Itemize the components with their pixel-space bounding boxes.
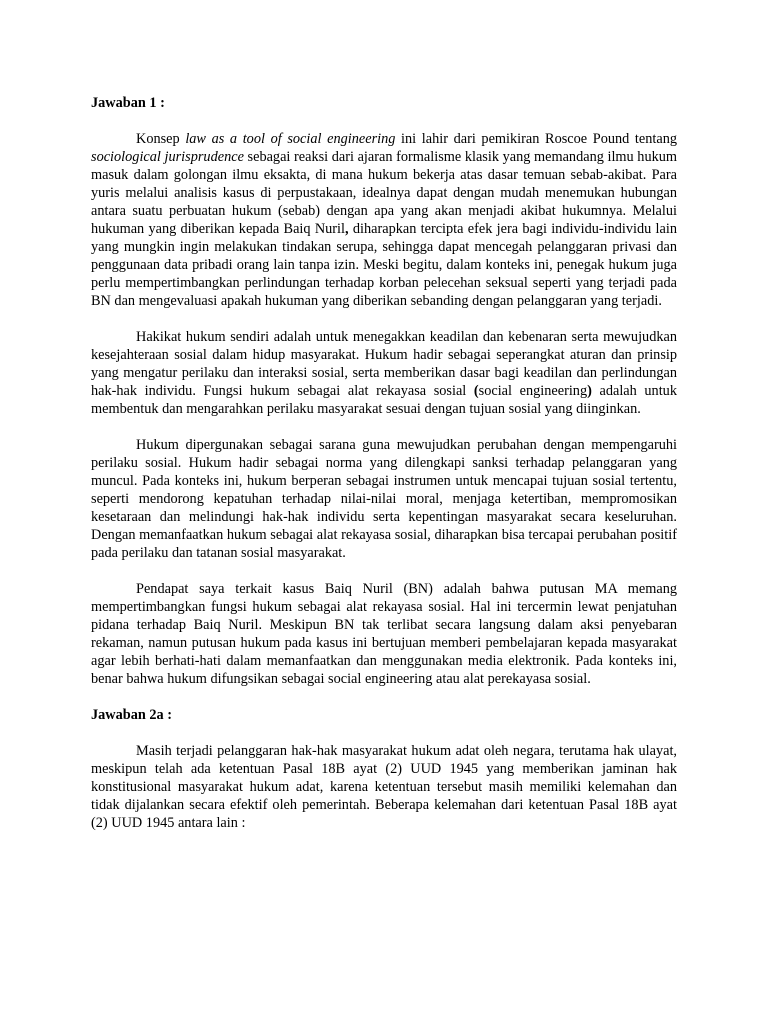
p2-text-a: Hakikat hukum sendiri adalah untuk menegakkan keadilan dan kebenaran serta mewujudkan kesejahteraan sosial dalam hidup masyarakat. Hukum hadir sebagai seperangkat aturan dan prinsip yang mengatur perilaku dan interaksi sosial, serta memberikan dasar bagi keadilan dan perlindungan hak-hak individu. Fungsi hukum sebagai alat rekayasa sosial [91, 329, 677, 399]
p1-text-e: sebagai reaksi dari ajaran formalisme klasik yang memandang ilmu hukum masuk dalam golongan ilmu eksakta, di mana hukum bekerja atas dasar temuan sebab-akibat. Para yuris melalui analisis kasus di perpustakaan, idealnya dapat dengan mudah menemukan hubungan antara suatu perbuatan hukum (sebab) dengan apa yang akan menjadi akibat hukumnya. Melalui hukuman yang diberikan kepada Baiq Nuril [91, 149, 678, 237]
paragraph-3: Hukum dipergunakan sebagai sarana guna mewujudkan perubahan dengan mempengaruhi perilaku sosial. Hukum hadir sebagai norma yang dilengkapi sanksi terhadap pelanggaran yang muncul. Pada konteks ini, hukum berperan sebagai instrumen untuk mencapai tujuan sosial tertentu, seperti mendorong kepatuhan terhadap nilai-nilai moral, menjaga ketertiban, mempromosikan kesetaraan dan melindungi hak-hak individu serta kepentingan masyarakat secara keseluruhan. Dengan memanfaatkan hukum sebagai alat rekayasa sosial, diharapkan bisa tercapai perubahan positif pada perilaku dan tatanan sosial masyarakat. [91, 437, 677, 561]
heading-jawaban-2a: Jawaban 2a : [91, 707, 173, 723]
p2-bold-open: ( [473, 383, 479, 399]
p1-text-g: diharapkan tercipta efek jera bagi individu-individu lain yang mungkin ingin melakukan tindakan serupa, sehingga dapat mencegah pelanggaran privasi dan penggunaan data pribadi orang lain tanpa izin. Meski begitu, dalam konteks ini, penegak hukum juga perlu mempertimbangkan perlindungan terhadap korban pelecehan seksual seperti yang terjadi pada BN dan mengevaluasi apakah hukuman yang diberikan sebanding dengan pelanggaran yang terjadi. [91, 221, 677, 309]
paragraph-5: Masih terjadi pelanggaran hak-hak masyarakat hukum adat oleh negara, terutama hak ulayat, meskipun telah ada ketentuan Pasal 18B ayat (2) UUD 1945 yang memberikan jaminan hak konstitusional masyarakat hukum adat, karena ketentuan tersebut masih memiliki kelemahan dan tidak dijalankan secara efektif oleh pemerintah. Beberapa kelemahan dari ketentuan Pasal 18B ayat (2) UUD 1945 antara lain : [91, 743, 677, 831]
p2-text-c: social engineering [478, 383, 588, 399]
paragraph-1 [91, 130, 677, 310]
heading-jawaban-1: Jawaban 1 : [91, 95, 165, 111]
p1-italic-term-2: sociological jurisprudence [91, 149, 244, 165]
p2-bold-close: ) [587, 383, 592, 399]
paragraph-2 [91, 328, 677, 418]
p1-italic-term: law as a tool of social engineering [185, 131, 396, 147]
paragraph-4: Pendapat saya terkait kasus Baiq Nuril (BN) adalah bahwa putusan MA memang mempertimbangkan fungsi hukum sebagai alat rekayasa sosial. Hal ini tercermin lewat penjatuhan pidana terhadap Baiq Nuril. Meskipun BN tak terlibat secara langsung dalam aksi penyebaran rekaman, namun putusan hukum pada kasus ini bertujuan memberi pembelajaran kepada masyarakat agar lebih berhati-hati dalam memanfaatkan dan menggunakan media elektronik. Pada konteks ini, benar bahwa hukum difungsikan sebagai social engineering atau alat perekayasa sosial. [91, 581, 677, 687]
p1-text-a: Konsep [136, 131, 186, 147]
p2-text-e: adalah untuk membentuk dan mengarahkan perilaku masyarakat sesuai dengan tujuan sosial yang diinginkan. [91, 383, 677, 417]
p1-bold-comma: , [345, 221, 349, 237]
p1-text-c: ini lahir dari pemikiran Roscoe Pound tentang [395, 131, 677, 147]
